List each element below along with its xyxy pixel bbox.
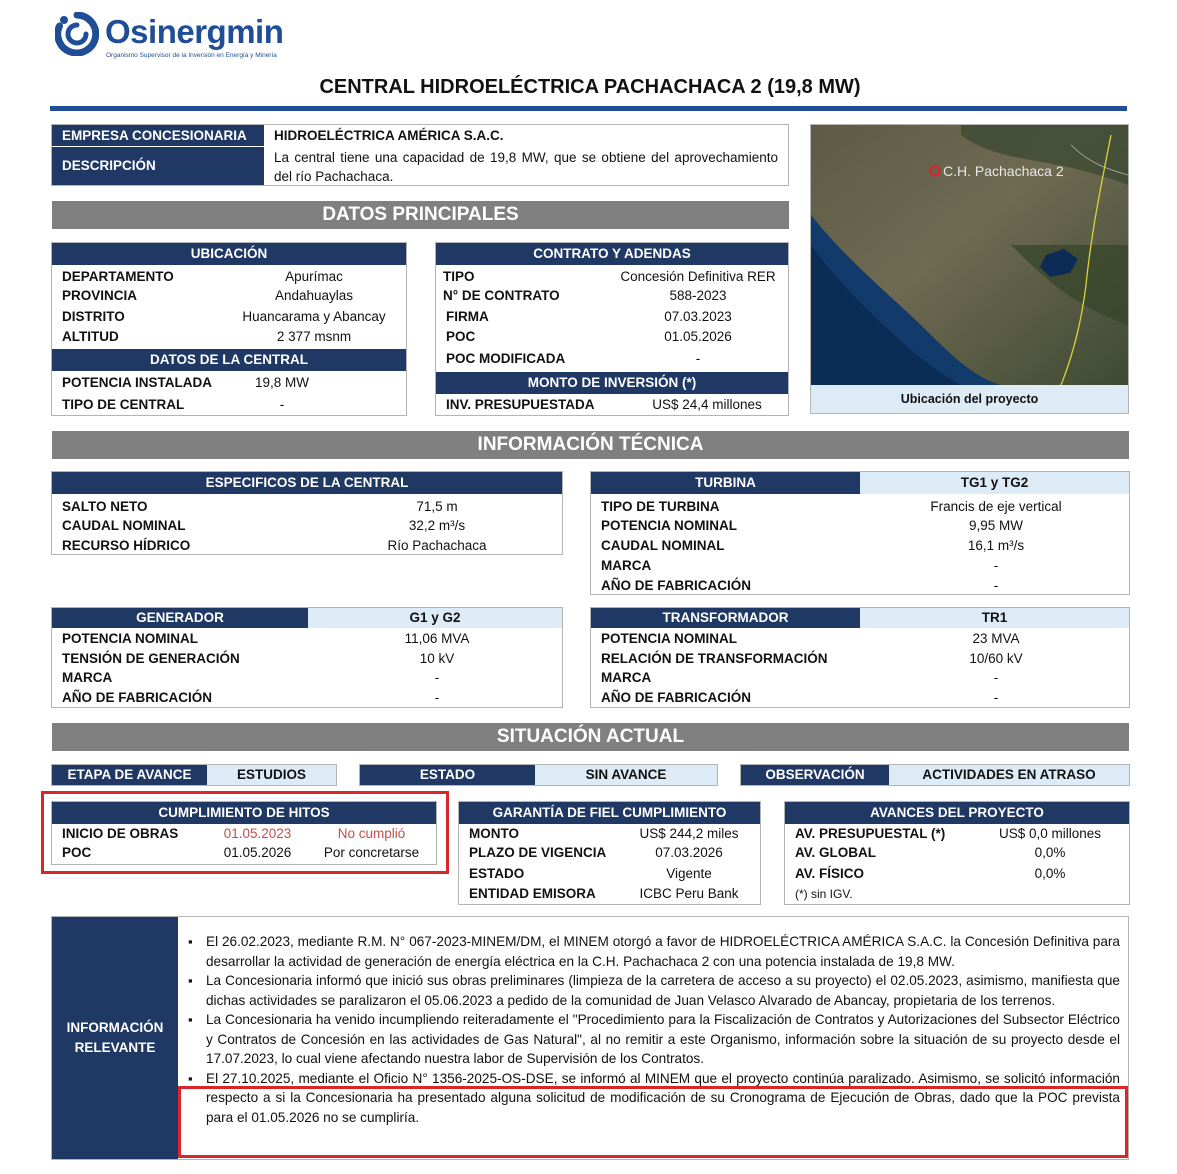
hitos-table [51, 801, 437, 865]
especificos-row: CAUDAL NOMINAL 32,2 m³/s [62, 518, 466, 533]
estado-avance [359, 764, 718, 786]
turbina-row: POTENCIA NOMINAL 9,95 MW [601, 518, 1023, 533]
especificos-row: RECURSO HÍDRICO Río Pachachaca [62, 538, 487, 553]
contrato-row: POC 01.05.2026 [446, 329, 732, 344]
generador-row: AÑO DE FABRICACIÓN - [62, 690, 440, 705]
transformador-row: RELACIÓN DE TRANSFORMACIÓN 10/60 kV [601, 651, 1023, 666]
generador-row: MARCA - [62, 670, 440, 685]
section-datos-principales: DATOS PRINCIPALES [52, 201, 789, 229]
info-relevante-label [52, 917, 178, 1159]
logo-wordmark: Osinergmin [105, 13, 284, 50]
contrato-table [435, 242, 789, 416]
ubicacion-row: DISTRITO Huancarama y Abancay [62, 309, 386, 324]
turbina-row: TIPO DE TURBINA Francis de eje vertical [601, 499, 1062, 514]
garantia-row: ESTADO Vigente [469, 866, 712, 881]
observacion [740, 764, 1130, 786]
ubicacion-table [51, 242, 407, 416]
datos-central-row: TIPO DE CENTRAL - [62, 397, 285, 412]
osinergmin-logo-icon [55, 12, 99, 56]
transformador-row: MARCA - [601, 670, 999, 685]
especificos-header: ESPECIFICOS DE LA CENTRAL [52, 472, 562, 494]
info-item: ▪ El 26.02.2023, mediante R.M. N° 067-2023-MINEM/DM, el MINEM otorgó a favor de HIDROELÉCTRICA AMÉRICA S.A.C. la Concesión Definitiva para desarrollar la actividad de generación de energía eléctrica en la C.H. Pachachaca 2 con una potencia instalada de 19,8 MW. [180, 932, 1120, 971]
contrato-row: N° DE CONTRATO 588-2023 [443, 288, 727, 303]
info-item: ▪ La Concesionaria ha venido incumpliendo reiteradamente el "Procedimiento para la Fiscalización de Contratos y Autorizaciones del Subsector Eléctrico y Contratos de Concesión en las actividades de Gas Natural", al no remitir a este Organismo, información sobre la situación de su proyecto desde el 17.07.2023, lo cual viene afectando nuestra labor de Supervisión de los Contratos. [180, 1010, 1120, 1069]
turbina-row: MARCA - [601, 558, 999, 573]
garantia-table [458, 801, 761, 905]
map-marker-label: C.H. Pachachaca 2 [943, 163, 1064, 179]
ubicacion-header: UBICACIÓN [52, 243, 406, 265]
turbina-row: AÑO DE FABRICACIÓN - [601, 578, 999, 593]
observacion-label: OBSERVACIÓN [741, 765, 889, 785]
title-underline [50, 106, 1127, 111]
observacion-value: ACTIVIDADES EN ATRASO [889, 765, 1129, 785]
contrato-row: FIRMA 07.03.2023 [446, 309, 732, 324]
transformador-units: TR1 [860, 608, 1129, 628]
ubicacion-row: DEPARTAMENTO Apurímac [62, 269, 343, 284]
contrato-header: CONTRATO Y ADENDAS [436, 243, 788, 265]
datos-central-header: DATOS DE LA CENTRAL [52, 349, 406, 371]
transformador-table [590, 607, 1130, 708]
estado-label: ESTADO [360, 765, 535, 785]
contrato-row: TIPO Concesión Definitiva RER [443, 269, 776, 284]
info-item: ▪ El 27.10.2025, mediante el Oficio N° 1356-2025-OS-DSE, se informó al MINEM que el proyecto continúa paralizado. Asimismo, se solicitó información respecto a si la Concesionaria ha presentado alguna solicitud de modificación de su Cronograma de Ejecución de Obras, dado que la POC prevista para el 01.05.2026 no se cumpliría. [180, 1069, 1120, 1128]
garantia-row: ENTIDAD EMISORA ICBC Peru Bank [469, 886, 739, 901]
osinergmin-logo [55, 12, 315, 64]
transformador-row: AÑO DE FABRICACIÓN - [601, 690, 999, 705]
garantia-header: GARANTÍA DE FIEL CUMPLIMIENTO [459, 802, 760, 824]
info-item: ▪ La Concesionaria informó que inició sus obras preliminares (limpieza de la carretera de acceso a su proyecto) el 02.05.2023, asimismo, manifiesta que dichas actividades se paralizaron el 05.06.2023 a pedido de la comunidad de Juan Velasco Alvarado de Abancay, propietaria de los terrenos. [180, 971, 1120, 1010]
generador-row: TENSIÓN DE GENERACIÓN 10 kV [62, 651, 455, 666]
satellite-map-image [811, 125, 1128, 385]
especificos-row: SALTO NETO 71,5 m [62, 499, 458, 514]
generador-table [51, 607, 563, 708]
section-situacion-actual: SITUACIÓN ACTUAL [52, 723, 1129, 751]
especificos-table [51, 471, 563, 555]
empresa-value: HIDROELÉCTRICA AMÉRICA S.A.C. [274, 128, 504, 143]
avances-header: AVANCES DEL PROYECTO [785, 802, 1129, 824]
avances-table [784, 801, 1130, 905]
generador-header: GENERADOR [52, 608, 308, 628]
info-relevante-label-line2: RELEVANTE [74, 1040, 156, 1055]
avances-note: (*) sin IGV. [795, 887, 853, 901]
logo-tagline: Organismo Supervisor de la Inversión en Energía y Minería [106, 52, 277, 59]
hitos-header: CUMPLIMIENTO DE HITOS [52, 802, 436, 824]
map-caption: Ubicación del proyecto [811, 385, 1128, 413]
turbina-units: TG1 y TG2 [860, 472, 1129, 494]
turbina-header: TURBINA [591, 472, 860, 494]
info-highlight-frame [178, 1086, 1128, 1158]
info-relevante-label-line1: INFORMACIÓN [66, 1020, 164, 1035]
datos-central-row: POTENCIA INSTALADA 19,8 MW [62, 375, 309, 390]
etapa-value: ESTUDIOS [207, 765, 336, 785]
generador-units: G1 y G2 [308, 608, 562, 628]
ubicacion-row: PROVINCIA Andahuaylas [62, 288, 354, 303]
turbina-table [590, 471, 1130, 595]
etapa-avance [51, 764, 337, 786]
monto-row: INV. PRESUPUESTADA US$ 24,4 millones [446, 397, 762, 412]
avances-row: AV. GLOBAL 0,0% [795, 845, 1066, 860]
section-informacion-tecnica: INFORMACIÓN TÉCNICA [52, 431, 1129, 459]
etapa-label: ETAPA DE AVANCE [52, 765, 207, 785]
garantia-row: MONTO US$ 244,2 miles [469, 826, 739, 841]
avances-row: AV. PRESUPUESTAL (*) US$ 0,0 millones [795, 826, 1102, 841]
monto-header: MONTO DE INVERSIÓN (*) [436, 372, 788, 394]
descripcion-label: DESCRIPCIÓN [52, 147, 264, 185]
empresa-table [51, 124, 789, 186]
garantia-row: PLAZO DE VIGENCIA 07.03.2026 [469, 845, 723, 860]
turbina-row: CAUDAL NOMINAL 16,1 m³/s [601, 538, 1025, 553]
avances-row: AV. FÍSICO 0,0% [795, 866, 1066, 881]
project-location-map [810, 124, 1129, 414]
contrato-row: POC MODIFICADA - [446, 351, 701, 366]
transformador-header: TRANSFORMADOR [591, 608, 860, 628]
empresa-label: EMPRESA CONCESIONARIA [52, 125, 264, 146]
hitos-row: POC 01.05.2026 Por concretarse [62, 845, 420, 860]
page-title: CENTRAL HIDROELÉCTRICA PACHACHACA 2 (19,8 MW) [319, 76, 861, 98]
ubicacion-row: ALTITUD 2 377 msnm [62, 329, 352, 344]
transformador-row: POTENCIA NOMINAL 23 MVA [601, 631, 1020, 646]
estado-value: SIN AVANCE [535, 765, 717, 785]
hitos-row: INICIO DE OBRAS 01.05.2023 No cumplió [62, 826, 406, 841]
descripcion-value: La central tiene una capacidad de 19,8 MW, que se obtiene del aprovechamiento del río Pachachaca. [274, 150, 778, 184]
generador-row: POTENCIA NOMINAL 11,06 MVA [62, 631, 470, 646]
